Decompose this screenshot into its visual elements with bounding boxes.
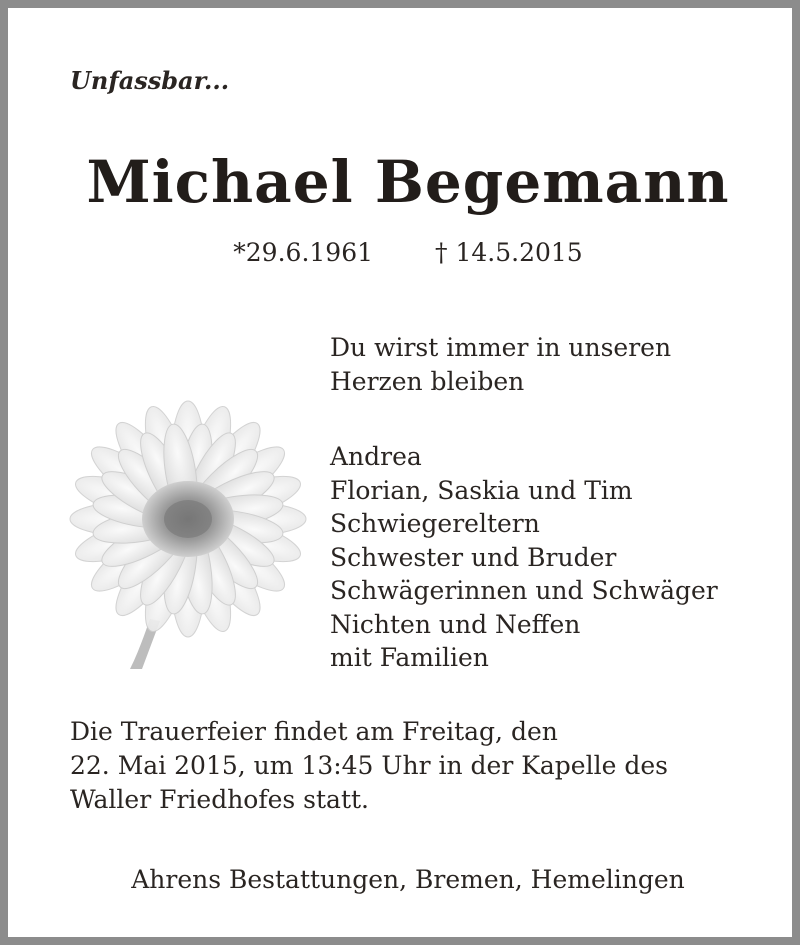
mourner-line: mit Familien	[330, 643, 489, 672]
life-dates	[8, 238, 800, 267]
service-line: 22. Mai 2015, um 13:45 Uhr in der Kapelle des	[70, 751, 668, 780]
mourner-line: Schwester und Bruder	[330, 542, 617, 572]
service-line: Waller Friedhofes statt.	[70, 785, 369, 814]
mourner-line: Schwiegereltern	[330, 509, 540, 538]
quote-line: Herzen bleiben	[330, 366, 525, 396]
death-date: † 14.5.2015	[435, 238, 583, 267]
mourner-line: Schwägerinnen und Schwäger	[330, 576, 718, 605]
undertaker-credit: Ahrens Bestattungen, Bremen, Hemelingen	[131, 865, 685, 894]
quote-line: Du wirst immer in unseren	[330, 333, 672, 362]
service-line: Die Trauerfeier findet am Freitag, den	[70, 717, 558, 746]
mourners-list	[330, 440, 718, 675]
memorial-quote	[330, 331, 671, 398]
funeral-service-info	[70, 715, 668, 817]
intro-text: Unfassbar...	[70, 66, 230, 95]
gerbera-flower-icon	[68, 391, 308, 669]
birth-date: *29.6.1961	[233, 238, 374, 267]
mourner-line: Florian, Saskia und Tim	[330, 475, 633, 505]
mourner-line: Andrea	[330, 442, 422, 471]
mourner-line: Nichten und Neffen	[330, 609, 581, 639]
deceased-name: Michael Begemann	[86, 148, 730, 216]
